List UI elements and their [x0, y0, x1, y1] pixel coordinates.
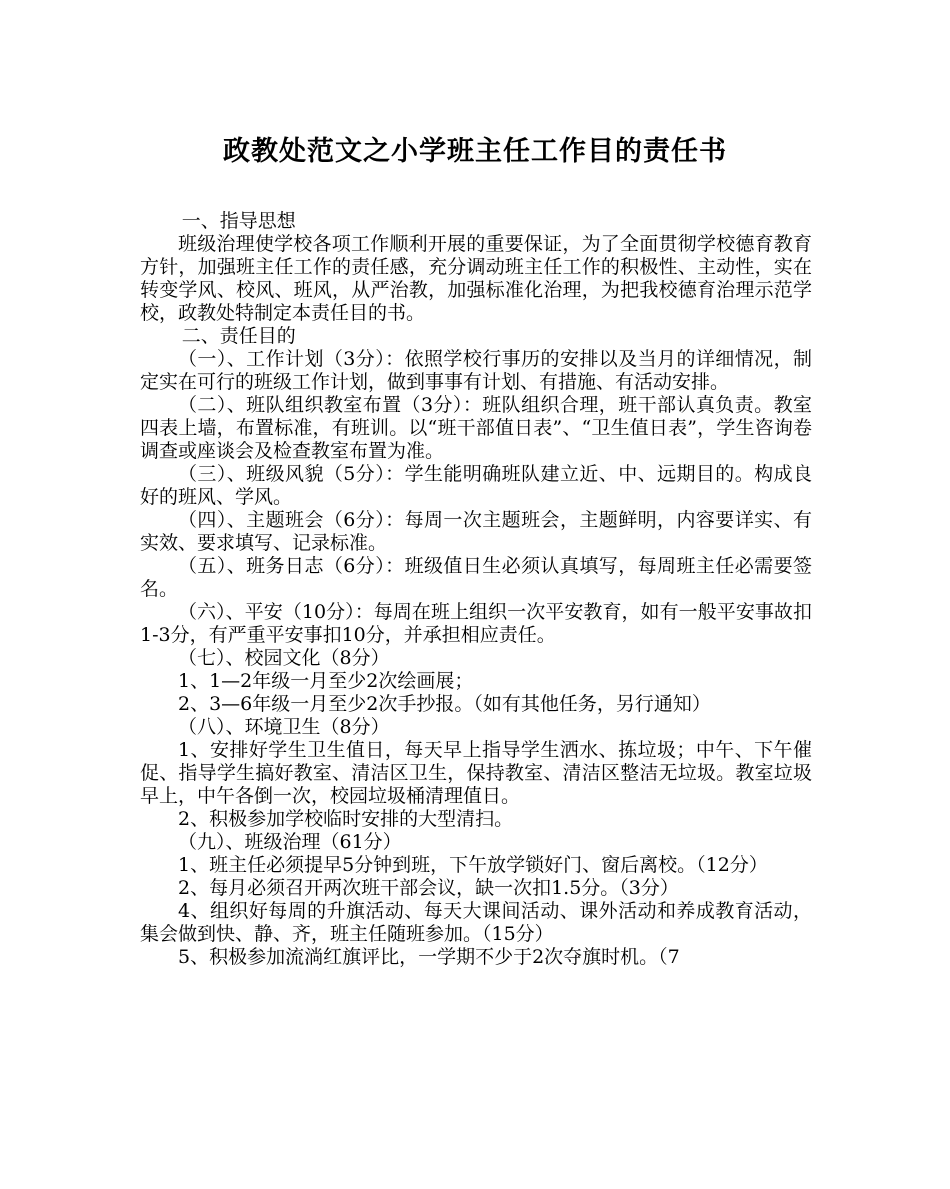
section-heading: 二、责任目的	[181, 325, 296, 347]
list-item: 2、积极参加学校临时安排的大型清扫。	[178, 808, 514, 830]
paragraph: （三）、班级风貌（5分）：学生能明确班队建立近、中、远期目的。构成良好的班风、学风。	[140, 463, 812, 508]
list-item: 5、积极参加流淌红旗评比，一学期不少于2次夺旗时机。（7	[178, 946, 680, 968]
list-item: 1、安排好学生卫生值日，每天早上指导学生洒水、拣垃圾；中午、下午催促、指导学生搞好教室、清洁区卫生，保持教室、清洁区整洁无垃圾。教室垃圾早上，中午各倒一次，校园垃圾桶清理值日。	[140, 739, 812, 807]
paragraph: （一）、工作计划（3分）：依照学校行事历的安排以及当月的详细情况，制定实在可行的班级工作计划，做到事事有计划、有措施、有活动安排。	[140, 348, 812, 393]
paragraph: （六）、平安（10分）：每周在班上组织一次平安教育，如有一般平安事故扣1-3分，有严重平安事扣10分，并承担相应责任。	[140, 601, 812, 646]
paragraph: （二）、班队组织教室布置（3分）：班队组织合理，班干部认真负责。教室四表上墙，布置标准，有班训。以“班干部值日表”、“卫生值日表”，学生咨询卷调查或座谈会及检查教室布置为准。	[140, 394, 812, 462]
document-title: 政教处范文之小学班主任工作目的责任书	[223, 136, 727, 167]
list-item: 1、班主任必须提早5分钟到班，下午放学锁好门、窗后离校。（12分）	[178, 854, 768, 876]
paragraph: （四）、主题班会（6分）：每周一次主题班会，主题鲜明，内容要详实、有实效、要求填写、记录标准。	[140, 509, 812, 554]
list-item: 2、每月必须召开两次班干部会议，缺一次扣1.5分。（3分）	[178, 877, 679, 899]
paragraph: （五）、班务日志（6分）：班级值日生必须认真填写，每周班主任必需要签名。	[140, 555, 812, 600]
list-item: 1、1—2年级一月至少2次绘画展；	[178, 670, 474, 692]
list-item: 4、组织好每周的升旗活动、每天大课间活动、课外活动和养成教育活动，集会做到快、静、齐，班主任随班参加。（15分）	[140, 900, 812, 945]
section-heading: 一、指导思想	[181, 210, 296, 232]
paragraph: （八）、环境卫生（8分）	[178, 716, 390, 738]
document-body	[140, 210, 812, 969]
list-item: 2、3—6年级一月至少2次手抄报。（如有其他任务，另行通知）	[178, 693, 711, 715]
paragraph: （九）、班级治理（61分）	[178, 831, 402, 853]
paragraph: 班级治理使学校各项工作顺利开展的重要保证，为了全面贯彻学校德育教育方针，加强班主任工作的责任感，充分调动班主任工作的积极性、主动性，实在转变学风、校风、班风，从严治教，加强标准化治理，为把我校德育治理示范学校，政教处特制定本责任目的书。	[140, 233, 812, 324]
paragraph: （七）、校园文化（8分）	[178, 647, 390, 669]
